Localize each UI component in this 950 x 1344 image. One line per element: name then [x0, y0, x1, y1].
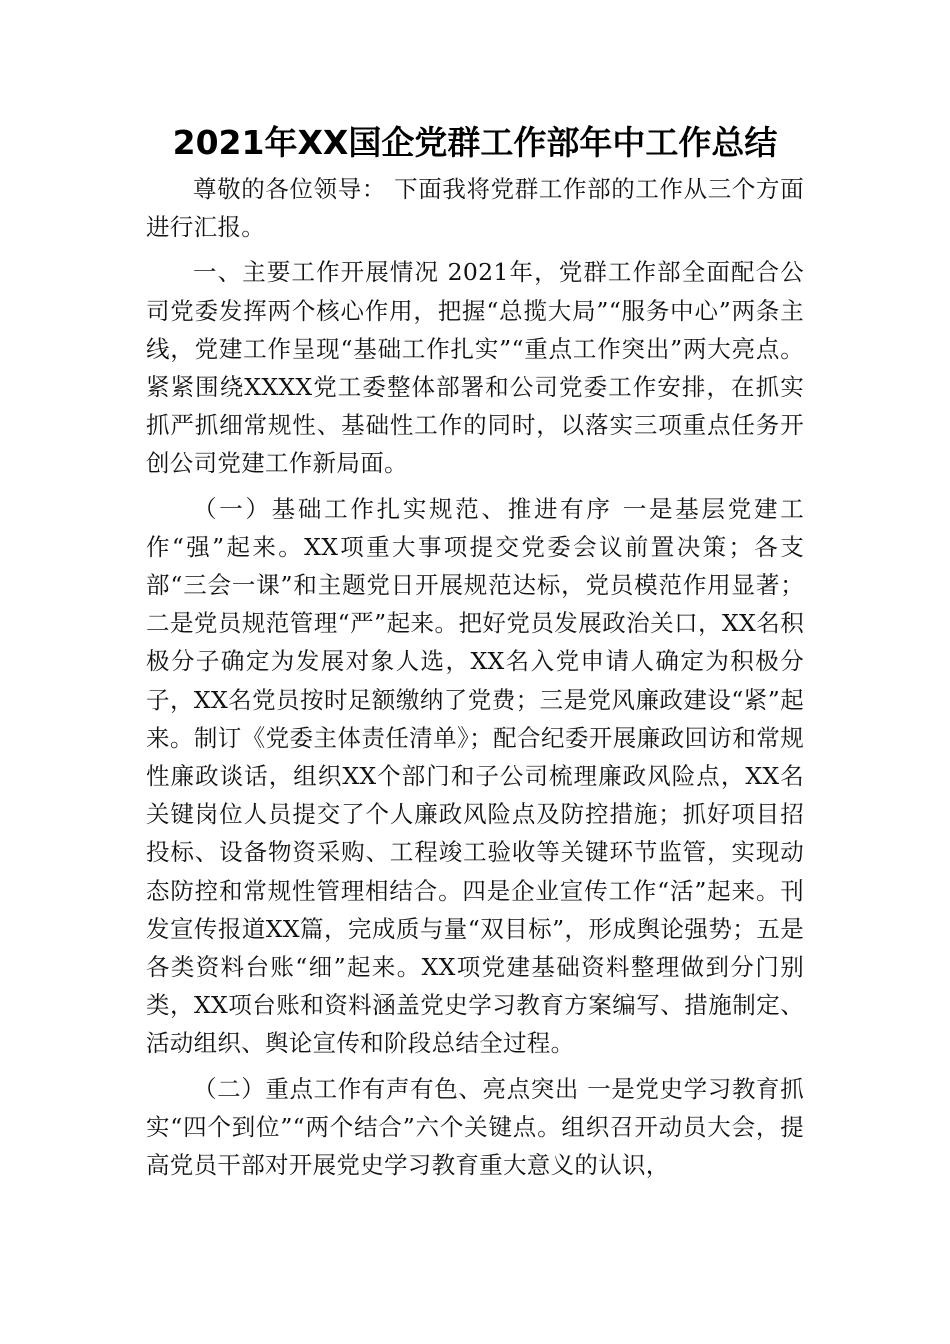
- document-body: [146, 170, 804, 1191]
- paragraph-basic-work: （一）基础工作扎实规范、推进有序 一是基层党建工作“强”起来。XX项重大事项提交党委会议前置决策；各支部“三会一课”和主题党日开展规范达标，党员模范作用显著；二是党员规范管理“严”起来。把好党员发展政治关口，XX名积极分子确定为发展对象人选，XX名入党申请人确定为积极分子，XX名党员按时足额缴纳了党费；三是党风廉政建设“紧”起来。制订《党委主体责任清单》；配合纪委开展廉政回访和常规性廉政谈话，组织XX个部门和子公司梳理廉政风险点，XX名关键岗位人员提交了个人廉政风险点及防控措施；抓好项目招投标、设备物资采购、工程竣工验收等关键环节监管，实现动态防控和常规性管理相结合。四是企业宣传工作“活”起来。刊发宣传报道XX篇，完成质与量“双目标”，形成舆论强势；五是各类资料台账“细”起来。XX项党建基础资料整理做到分门别类，XX项台账和资料涵盖党史学习教育方案编写、措施制定、活动组织、舆论宣传和阶段总结全过程。: [146, 494, 804, 1058]
- paragraph-greeting: 尊敬的各位领导： 下面我将党群工作部的工作从三个方面进行汇报。: [146, 175, 804, 242]
- paragraph-main-work: 一、主要工作开展情况 2021年，党群工作部全面配合公司党委发挥两个核心作用，把握“总揽大局”“服务中心”两条主线，党建工作呈现“基础工作扎实”“重点工作突出”两大亮点。紧紧围绕XXXX党工委整体部署和公司党委工作安排，在抓实抓严抓细常规性、基础性工作的同时，以落实三项重点任务开创公司党建工作新局面。: [146, 258, 804, 478]
- paragraph-key-work: （二）重点工作有声有色、亮点突出 一是党史学习教育抓实“四个到位”“两个结合”六个关键点。组织召开动员大会，提高党员干部对开展党史学习教育重大意义的认识，: [146, 1074, 804, 1180]
- document-title: 2021年XX国企党群工作部年中工作总结: [172, 123, 778, 162]
